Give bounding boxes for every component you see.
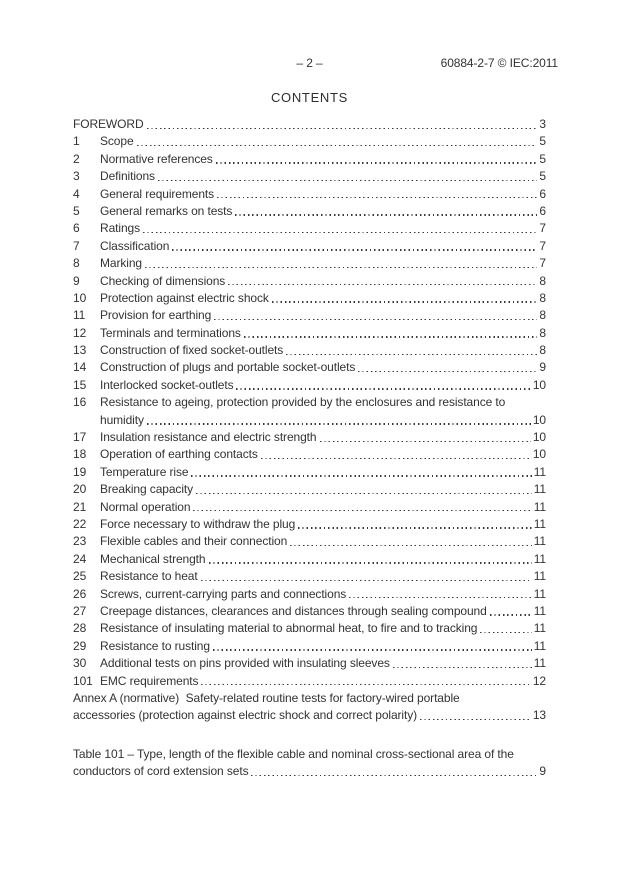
toc-line (73, 464, 546, 481)
toc-entry-number: 10 (73, 290, 87, 305)
toc-line (73, 586, 546, 603)
toc-entry-page: 8 (539, 290, 546, 305)
toc-line (73, 359, 546, 376)
toc-entry-page: 9 (539, 360, 546, 375)
toc-entry-text: Terminals and terminations (100, 325, 241, 340)
toc-entry[interactable] (73, 516, 546, 533)
toc-entry-page: 11 (533, 499, 546, 514)
toc-entry-page: 10 (532, 447, 546, 462)
toc-entry-number: 16 (73, 395, 87, 410)
toc-entry-text: Interlocked socket-outlets (100, 377, 234, 392)
toc-entry-text: Marking (100, 256, 142, 271)
toc-entry-page: 13 (532, 708, 546, 723)
toc-entry-text: Construction of fixed socket-outlets (100, 343, 284, 358)
toc-entry-text: General remarks on tests (100, 203, 233, 218)
toc-line (73, 151, 546, 168)
toc-entry-text: Additional tests on pins provided with insulating sleeves (100, 656, 390, 671)
toc-entry-page: 11 (533, 569, 546, 584)
toc-entry[interactable] (73, 673, 546, 690)
dot-leader (143, 232, 537, 233)
toc-entry-text: Creepage distances, clearances and distances through sealing compound (100, 603, 487, 618)
toc-line (73, 603, 546, 620)
dot-leader (158, 180, 537, 181)
toc-entry-number: 1 (73, 134, 80, 149)
toc-entry-number: 6 (73, 221, 80, 236)
toc-entry-text: FOREWORD (73, 117, 144, 131)
toc-entry-page: 11 (533, 586, 546, 601)
dot-leader (147, 423, 531, 424)
dot-leader (290, 545, 532, 546)
toc-entry-number: 14 (73, 360, 87, 375)
toc-entry[interactable] (73, 464, 546, 481)
toc-entry[interactable] (73, 638, 546, 655)
toc-entry[interactable] (73, 620, 546, 637)
toc-entry-text: Resistance to heat (100, 569, 198, 584)
toc-entry-page: 5 (539, 134, 546, 149)
dot-leader (217, 197, 537, 198)
toc-line (73, 551, 546, 568)
toc-line (73, 638, 546, 655)
toc-entry-text: Insulation resistance and electric strength (100, 430, 317, 445)
toc-entry-text: Classification (100, 238, 170, 253)
toc-entry-page: 7 (539, 256, 546, 271)
toc-entry-text: Ratings (100, 221, 140, 236)
toc-entry-number: 3 (73, 169, 80, 184)
toc-entry-number: 17 (73, 430, 87, 445)
toc-entry-page: 11 (533, 516, 546, 531)
toc-entry[interactable] (73, 273, 546, 290)
toc-line (73, 238, 546, 255)
toc-entry-text: Checking of dimensions (100, 273, 226, 288)
toc-entry-page: 11 (533, 621, 546, 636)
toc-entry[interactable] (73, 551, 546, 568)
dot-leader (320, 441, 531, 442)
dot-leader (147, 128, 538, 129)
toc-entry-text: Breaking capacity (100, 482, 194, 497)
toc-entry-number: 23 (73, 534, 87, 549)
toc-line (73, 203, 546, 220)
toc-entry-page: 10 (532, 412, 546, 427)
toc-entry-number: 21 (73, 499, 87, 514)
toc-entry-number: 12 (73, 325, 87, 340)
toc-line (73, 707, 546, 724)
dot-leader (480, 632, 531, 633)
toc-entry[interactable] (73, 203, 546, 220)
toc-line (73, 325, 546, 342)
toc-line (73, 446, 546, 463)
dot-leader (393, 667, 532, 668)
toc-entry-text: General requirements (100, 186, 215, 201)
header-document-reference: 60884-2-7 © IEC:2011 (440, 56, 558, 70)
toc-entry[interactable] (73, 133, 546, 150)
dot-leader (349, 597, 532, 598)
toc-entry[interactable] (73, 342, 546, 359)
toc-entry[interactable] (73, 116, 546, 133)
toc-line (73, 412, 546, 429)
toc-line (73, 763, 546, 780)
toc-entry-number: 24 (73, 551, 87, 566)
toc-entry[interactable] (73, 220, 546, 237)
toc-entry-page: 8 (539, 343, 546, 358)
dot-leader (244, 336, 538, 337)
toc-line (73, 220, 546, 237)
toc-entry-number: 30 (73, 656, 87, 671)
toc-entry-page: 10 (532, 377, 546, 392)
toc-entry[interactable] (73, 325, 546, 342)
toc-entry[interactable] (73, 568, 546, 585)
toc-line (73, 516, 546, 533)
toc-line (73, 533, 546, 550)
dot-leader (298, 527, 532, 528)
toc-line (73, 746, 546, 763)
dot-leader (251, 775, 537, 776)
toc-entry-page: 8 (539, 325, 546, 340)
toc-entry-page: 5 (539, 151, 546, 166)
toc-entry[interactable] (73, 603, 546, 620)
toc-line (73, 429, 546, 446)
dot-leader (235, 214, 537, 215)
toc-entry-number: 13 (73, 343, 87, 358)
dot-leader (193, 510, 531, 511)
toc-entry[interactable] (73, 186, 546, 203)
dot-leader (236, 388, 530, 389)
toc-line (73, 568, 546, 585)
dot-leader (490, 614, 532, 615)
dot-leader (216, 162, 538, 163)
toc-line (73, 342, 546, 359)
toc-line (73, 273, 546, 290)
toc-entry-page: 6 (539, 203, 546, 218)
dot-leader (209, 562, 532, 563)
toc-entry-text: Mechanical strength (100, 551, 206, 566)
toc-entry-number: 19 (73, 464, 87, 479)
toc-entry[interactable] (73, 481, 546, 498)
toc-entry-number: 25 (73, 569, 87, 584)
toc-entry-text: accessories (protection against electric shock and correct polarity) (73, 708, 418, 723)
dot-leader (286, 354, 537, 355)
toc-entry-number: 5 (73, 203, 80, 218)
toc-entry-text: Resistance to ageing, protection provided by the enclosures and resistance to (100, 395, 506, 410)
toc-entry[interactable] (73, 151, 546, 168)
toc-entry-text: Definitions (100, 169, 155, 184)
toc-entry-page: 11 (533, 534, 546, 549)
toc-entry-text: Table 101 – Type, length of the flexible cable and nominal cross-sectional area of the (73, 746, 514, 761)
toc-entry-page: 9 (539, 764, 546, 779)
toc-entry[interactable] (73, 429, 546, 446)
toc-line (73, 655, 546, 672)
toc-line (73, 255, 546, 272)
toc-line (73, 673, 546, 690)
toc-entry[interactable] (73, 359, 546, 376)
toc-entry-number: 26 (73, 586, 87, 601)
dot-leader (201, 684, 530, 685)
toc-entry-number: 28 (73, 621, 87, 636)
toc-entry-text: Force necessary to withdraw the plug (100, 516, 296, 531)
page-header (73, 56, 558, 71)
toc-entry-number: 20 (73, 482, 87, 497)
toc-entry[interactable] (73, 394, 546, 429)
dot-leader (213, 649, 532, 650)
toc-entry[interactable] (73, 690, 546, 725)
toc-line (73, 499, 546, 516)
toc-entry-number: 7 (73, 238, 80, 253)
dot-leader (214, 319, 537, 320)
toc-entry-page: 8 (539, 273, 546, 288)
toc-entry-text: Protection against electric shock (100, 290, 269, 305)
toc-line (73, 186, 546, 203)
toc-entry-number: 8 (73, 256, 80, 271)
toc-line (73, 307, 546, 324)
toc-entry[interactable] (73, 533, 546, 550)
dot-leader (420, 719, 531, 720)
toc-entry-text: Operation of earthing contacts (100, 447, 258, 462)
toc-entry-text: Scope (100, 134, 134, 149)
toc-entry-text: conductors of cord extension sets (73, 764, 249, 779)
toc-entry-number: 22 (73, 516, 87, 531)
toc-entry-text: Resistance to rusting (100, 638, 210, 653)
toc-entry-page: 3 (539, 117, 546, 131)
toc-entry-text: Flexible cables and their connection (100, 534, 288, 549)
toc-line (73, 394, 546, 411)
dot-leader (137, 145, 538, 146)
dot-leader (261, 458, 531, 459)
dot-leader (358, 371, 537, 372)
toc-line (73, 620, 546, 637)
toc-line (73, 690, 546, 707)
toc-entry-number: 11 (73, 308, 86, 323)
toc-entry-page: 11 (533, 656, 546, 671)
toc-entry[interactable] (73, 307, 546, 324)
toc-entry[interactable] (73, 655, 546, 672)
toc-entry-number: 27 (73, 603, 87, 618)
toc-entry-number: 9 (73, 273, 80, 288)
toc-entry-page: 7 (539, 238, 546, 253)
dot-leader (196, 493, 532, 494)
toc-entry-number: 101 (73, 673, 93, 688)
toc-entry-text: Normal operation (100, 499, 191, 514)
toc-line (73, 290, 546, 307)
toc-entry-number: 15 (73, 377, 87, 392)
toc-line (73, 481, 546, 498)
toc-entry[interactable] (73, 586, 546, 603)
dot-leader (191, 475, 531, 476)
toc-entry-number: 4 (73, 186, 80, 201)
toc-entry-page: 8 (539, 308, 546, 323)
toc-entry-page: 7 (539, 221, 546, 236)
toc-entry-page: 5 (539, 169, 546, 184)
toc-entry-page: 10 (532, 430, 546, 445)
toc-entry-number: 29 (73, 638, 87, 653)
dot-leader (272, 301, 538, 302)
toc-entry[interactable] (73, 255, 546, 272)
dot-leader (201, 580, 532, 581)
toc-entry-page: 11 (533, 638, 546, 653)
toc-entry-page: 11 (533, 482, 546, 497)
toc-entry-text: Screws, current-carrying parts and connections (100, 586, 347, 601)
toc-entry-text: Annex A (normative) Safety-related routine tests for factory-wired portable (73, 690, 460, 705)
dot-leader (228, 284, 537, 285)
toc-line (73, 377, 546, 394)
toc-entry-number: 2 (73, 151, 80, 166)
toc-entry[interactable] (73, 746, 546, 781)
toc-entry[interactable] (73, 377, 546, 394)
toc-entry[interactable] (73, 238, 546, 255)
toc-entry-text: Temperature rise (100, 464, 189, 479)
table-of-contents (73, 116, 546, 780)
toc-entry[interactable] (73, 168, 546, 185)
toc-line (73, 133, 546, 150)
toc-entry[interactable] (73, 290, 546, 307)
toc-entry-page: 12 (532, 673, 546, 688)
toc-entry-text: EMC requirements (100, 673, 199, 688)
dot-leader (172, 249, 537, 250)
toc-entry-page: 11 (533, 551, 546, 566)
toc-line (73, 116, 546, 133)
toc-entry-page: 6 (539, 186, 546, 201)
toc-entry-number: 18 (73, 447, 87, 462)
dot-leader (145, 267, 537, 268)
toc-entry[interactable] (73, 446, 546, 463)
toc-entry-text: humidity (100, 412, 144, 427)
toc-entry-page: 11 (533, 603, 546, 618)
toc-entry-text: Construction of plugs and portable socket-outlets (100, 360, 356, 375)
contents-title: CONTENTS (270, 90, 349, 105)
toc-entry[interactable] (73, 499, 546, 516)
toc-entry-text: Normative references (100, 151, 213, 166)
toc-line (73, 168, 546, 185)
toc-entry-page: 11 (533, 464, 546, 479)
header-page-number: – 2 – (296, 56, 323, 70)
toc-entry-number (73, 412, 100, 429)
toc-entry-text: Resistance of insulating material to abnormal heat, to fire and to tracking (100, 621, 478, 636)
toc-entry-text: Provision for earthing (100, 308, 212, 323)
